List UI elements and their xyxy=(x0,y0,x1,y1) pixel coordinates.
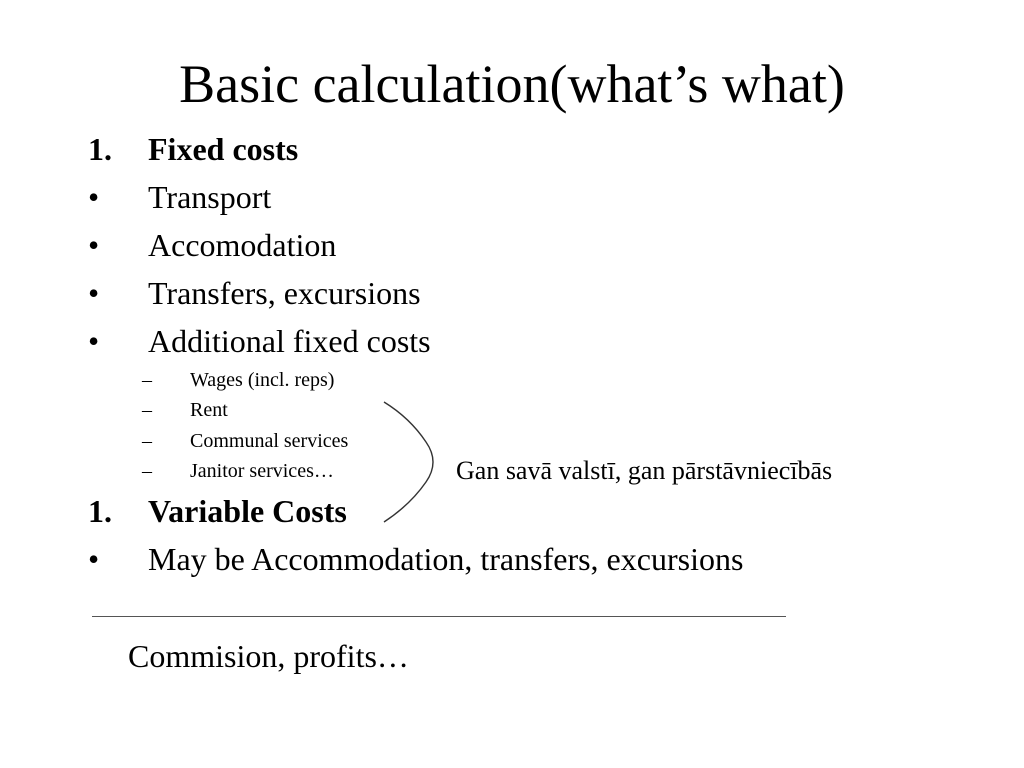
footer-text: Commision, profits… xyxy=(128,638,409,674)
list-number: 1. xyxy=(88,493,112,529)
bullet-icon: • xyxy=(88,227,100,263)
divider xyxy=(92,616,786,617)
bullet-icon: • xyxy=(88,541,100,577)
list-item-text: Accomodation xyxy=(148,227,337,263)
fixed-costs-heading: Fixed costs xyxy=(148,131,299,167)
list-item-text: Transfers, excursions xyxy=(148,275,421,311)
sub-list-item-text: Rent xyxy=(190,399,228,421)
slide-title: Basic calculation(what’s what) xyxy=(179,54,845,114)
dash-icon: – xyxy=(142,430,152,452)
sub-list-item-text: Janitor services… xyxy=(190,460,334,482)
dash-icon: – xyxy=(142,399,152,421)
bullet-icon: • xyxy=(88,275,100,311)
list-item-text: May be Accommodation, transfers, excursions xyxy=(148,541,744,577)
sub-list-item-text: Communal services xyxy=(190,430,349,452)
dash-icon: – xyxy=(142,369,152,391)
list-item-text: Additional fixed costs xyxy=(148,323,431,359)
list-item-text: Transport xyxy=(148,179,272,215)
sub-list-item-text: Wages (incl. reps) xyxy=(190,369,335,391)
list-number: 1. xyxy=(88,131,112,167)
annotation-note: Gan savā valstī, gan pārstāvniecībās xyxy=(456,456,833,485)
bullet-icon: • xyxy=(88,323,100,359)
variable-costs-heading: Variable Costs xyxy=(148,493,347,529)
bullet-icon: • xyxy=(88,179,100,215)
dash-icon: – xyxy=(142,460,152,482)
